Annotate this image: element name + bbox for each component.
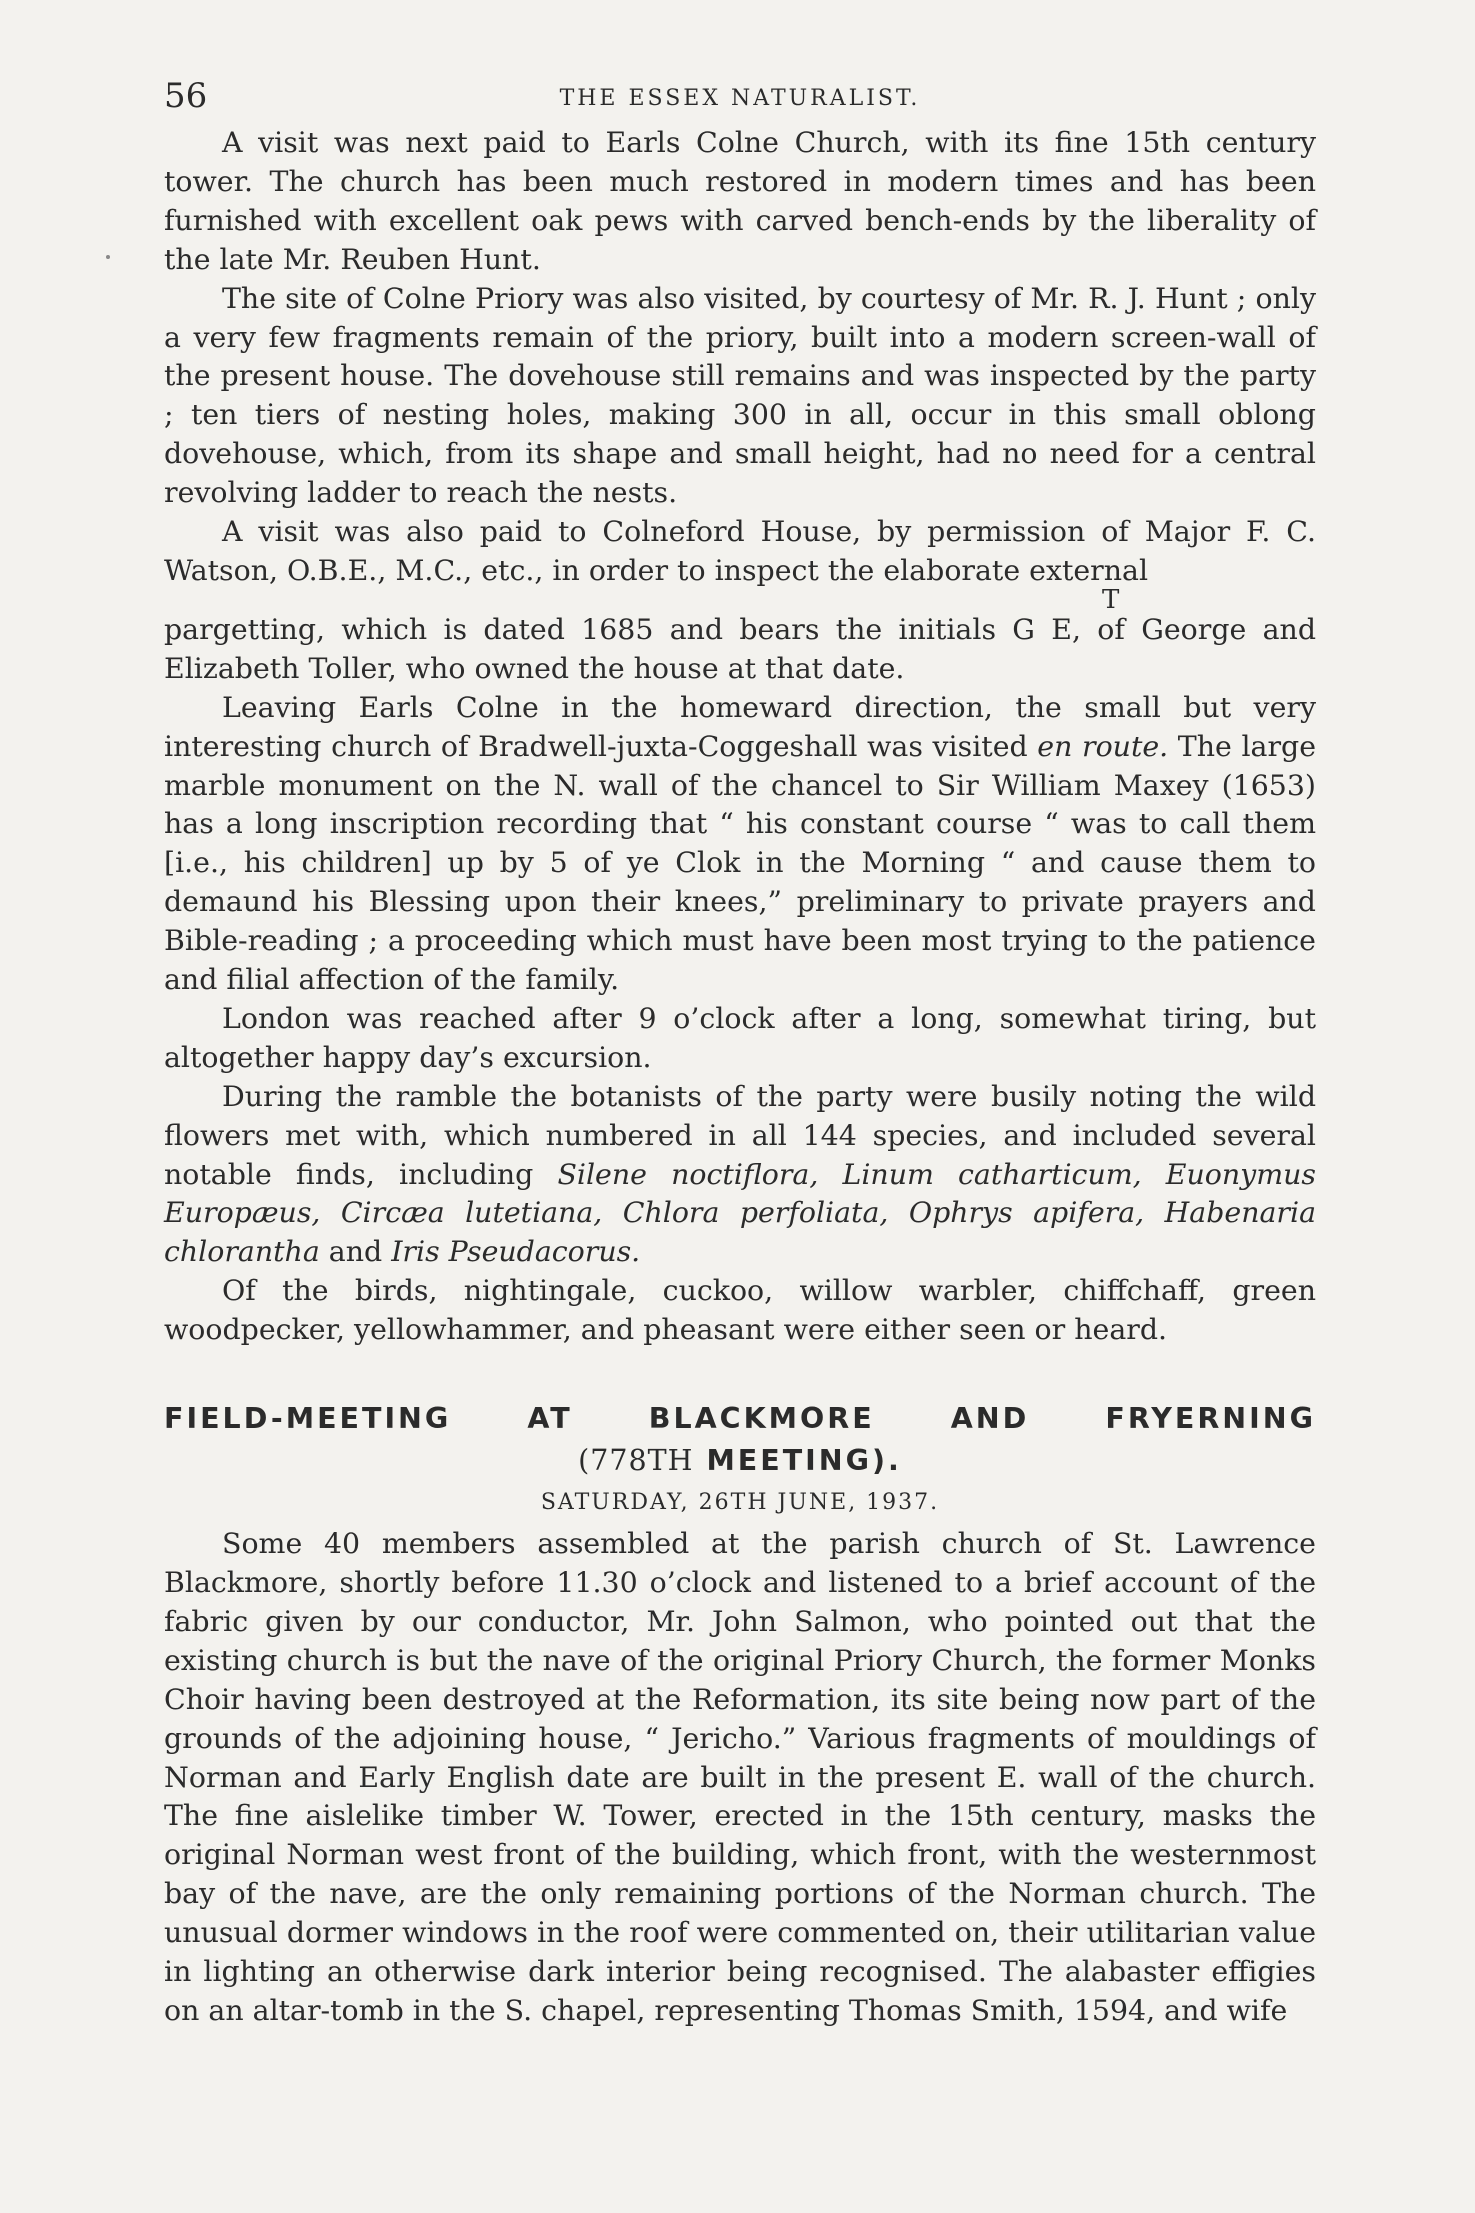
italic-text: en route. [1037,729,1169,763]
paragraph-return-london: London was reached after 9 o’clock after a long, somewhat tiring, but altogether happy day’s excursion. [164,1001,1316,1074]
meeting-date: SATURDAY, 26TH JUNE, 1937. [540,1490,940,1516]
title-word: FIELD-MEETING [164,1402,452,1436]
title-word: FRYERNING [1105,1402,1316,1436]
page [164,72,1316,2031]
paragraph-text: pargetting, which is dated 1685 and bears the initials G E, of George and Elizabeth Toller, who owned the house at that date. [164,612,1316,685]
page-number: 56 [164,76,208,116]
paragraph-earls-colne-church: A visit was next paid to Earls Colne Church, with its fine 15th century tower. The church has been much restored in modern times and has been furnished with excellent oak pews with carved bench-ends by the liberality of the late Mr. Reuben Hunt. [164,126,1316,276]
title-word: MEETING). [706,1444,902,1478]
paragraph-blackmore-church: Some 40 members assembled at the parish church of St. Lawrence Blackmore, shortly before 11.30 o’clock and listened to a brief account of the fabric given by our conductor, Mr. John Salmon, who pointed out that the existing church is but the nave of the original Priory Church, the former Monks Choir having been destroyed at the Reformation, its site being now part of the grounds of the adjoining house, “ Jericho.” Various fragments of mouldings of Norman and Early English date are built in the present E. wall of the church. The fine aislelike timber W. Tower, erected in the 15th century, masks the original Norman west front of the building, which front, with the westernmost bay of the nave, are the only remaining portions of the Norman church. The unusual dormer windows in the roof were commented on, their utilitarian value in lighting an otherwise dark interior being recognised. The alabaster effigies on an altar-tomb in the S. chapel, representing Thomas Smith, 1594, and wife [164,1527,1316,2027]
stray-ink-mark [106,255,110,259]
superscript-initial: T [1102,584,1120,615]
title-word: AND [950,1402,1030,1436]
section-title-line-1 [164,1398,1316,1440]
paragraph-colne-priory: The site of Colne Priory was also visited, by courtesy of Mr. R. J. Hunt ; only a very few fragments remain of the priory, built into a modern screen-wall of the present house. The dovehouse still remains and was inspected by the party ; ten tiers of nesting holes, making 300 in all, occur in this small oblong dovehouse, which, from its shape and small height, had no need for a central revolving ladder to reach the nests. [164,281,1316,510]
paragraph-text: and [319,1235,392,1269]
section-body [164,1525,1316,2031]
article-body [164,124,1316,1350]
page-header [164,72,1316,124]
section-title [164,1398,1316,1482]
meeting-number: (778TH [578,1444,694,1478]
paragraph-text: Leaving Earls Colne in the homeward direction, the small but very interesting church of Bradwell-juxta-Coggeshall was visited [164,690,1316,763]
paragraph-text: During the ramble the botanists of the party were busily noting the wild flowers met with, which numbered in all 144 species, and included several notable finds, including [164,1079,1316,1191]
title-word: AT [527,1402,573,1436]
species-name: Iris Pseudacorus. [391,1235,641,1269]
paragraph-bradwell-church [164,689,1316,1000]
paragraph-birds: Of the birds, nightingale, cuckoo, willow warbler, chiffchaff, green woodpecker, yellowhammer, and pheasant were either seen or heard. [164,1274,1316,1347]
title-word: BLACKMORE [648,1402,875,1436]
paragraph-text: A visit was also paid to Colneford House, by permission of Major F. C. Watson, O.B.E., M.C., etc., in order to inspect the elaborate external [164,515,1316,587]
section-title-line-2 [164,1440,1316,1482]
paragraph-colneford-house [164,513,1316,689]
running-head: THE ESSEX NATURALIST. [559,86,921,111]
species-list: Silene noctiflora, Linum catharticum, Euonymus Europæus, Circæa lutetiana, Chlora perfoliata, Ophrys apifera, Habenaria chlorantha [164,1157,1316,1269]
paragraph-text: The large marble monument on the N. wall of the chancel to Sir William Maxey (1653) has a long inscription recording that “ his constant course “ was to call them [i.e., his children] up by 5 of ye Clok in the Morning “ and cause them to demaund his Blessing upon their knees,” preliminary to private prayers and Bible-reading ; a proceeding which must have been most trying to the patience and filial affection of the family. [164,729,1317,997]
paragraph-botany [164,1078,1316,1273]
